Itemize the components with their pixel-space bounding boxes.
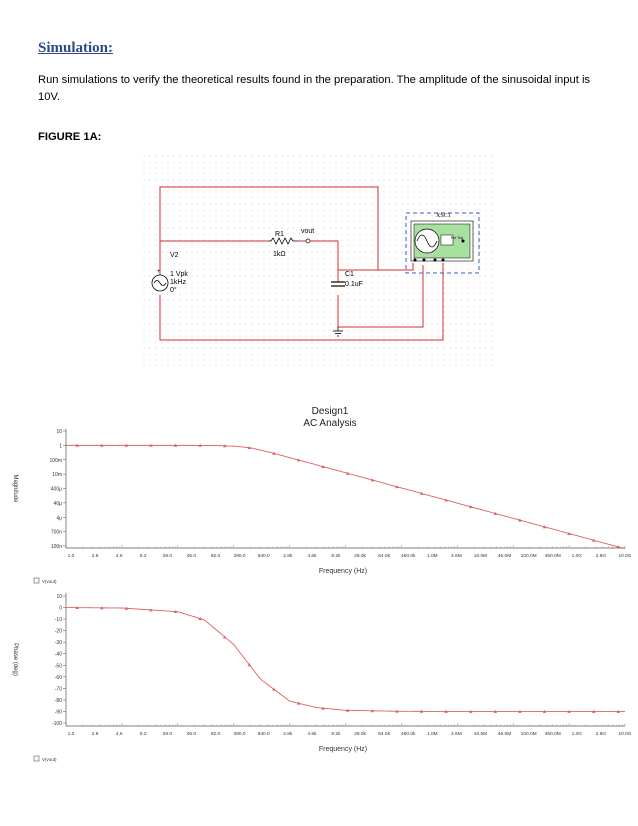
phase-x-tick-label: 46.0M <box>497 732 512 737</box>
magnitude-x-tick-label: 46.0M <box>497 554 512 559</box>
magnitude-trace <box>66 445 625 548</box>
phase-x-tick-label: 10.0G <box>618 732 632 737</box>
magnitude-y-tick-label: 100n <box>50 544 62 550</box>
plot-subtitle: AC Analysis <box>303 418 357 429</box>
instructions-paragraph: Run simulations to verify the theoretical results found in the preparation. The amplitude of the sinusoidal input is 10V. <box>38 74 591 103</box>
phase-y-tick-label: -20 <box>54 628 62 635</box>
magnitude-x-tick-label: 28.0k <box>354 554 366 559</box>
phase-x-tick-label: 460.0M <box>544 732 561 737</box>
magnitude-x-tick-label: 2.8G <box>595 554 607 559</box>
magnitude-x-tick-label: 460.0M <box>544 554 561 559</box>
resistor-value: 1kΩ <box>273 251 286 258</box>
phase-x-tick-label: 10.0M <box>473 732 488 737</box>
phase-x-tick-label: 8.2 <box>139 732 147 737</box>
magnitude-x-tick-label: 10.0M <box>473 554 488 559</box>
magnitude-xlabel: Frequency (Hz) <box>318 568 368 575</box>
svg-text:+: + <box>157 269 161 275</box>
vout-probe-symbol <box>306 239 310 243</box>
magnitude-legend-label: V(vout) <box>42 579 57 584</box>
ac-analysis-plot <box>0 400 638 780</box>
phase-x-tick-label: 2.8G <box>595 732 607 737</box>
circuit-schematic <box>143 155 493 367</box>
phase-x-tick-label: 64.0k <box>378 732 391 737</box>
magnitude-x-tick-label: 4.6k <box>307 554 317 559</box>
phase-x-tick-label: 4.6k <box>307 732 317 737</box>
scope-ext-trig: Ext Trig <box>451 236 463 240</box>
phase-y-tick-label: -40 <box>54 651 62 658</box>
magnitude-x-tick-label: 28.0 <box>162 554 173 559</box>
phase-x-tick-label: 4.6M <box>451 732 462 737</box>
phase-x-tick-label: 280.0 <box>233 732 246 737</box>
magnitude-y-tick-label: 4μ <box>56 515 62 522</box>
phase-x-tick-label: 82.0 <box>210 732 221 737</box>
phase-x-tick-label: 460.0k <box>401 732 416 737</box>
phase-y-tick-label: 0 <box>59 605 62 612</box>
phase-xlabel: Frequency (Hz) <box>318 746 368 753</box>
magnitude-x-tick-label: 1.0G <box>571 554 583 559</box>
phase-x-tick-label: 640.0 <box>257 732 270 737</box>
phase-y-tick-label: -90 <box>54 709 62 716</box>
capacitor-name: C1 <box>345 271 354 278</box>
magnitude-x-tick-label: 1.0M <box>426 554 438 559</box>
phase-y-tick-label: -50 <box>54 663 62 670</box>
magnitude-y-tick-label: 10m <box>52 472 62 479</box>
phase-y-tick-label: -100 <box>51 721 62 727</box>
magnitude-legend <box>34 578 57 584</box>
phase-y-tick-label: -70 <box>54 686 62 693</box>
phase-y-tick-label: -10 <box>54 617 62 624</box>
phase-trace <box>66 608 625 712</box>
magnitude-x-tick-label: 8.2k <box>331 554 341 559</box>
magnitude-x-tick-label: 100.0M <box>520 554 537 559</box>
plot-title: Design1 <box>311 406 349 417</box>
phase-legend-label: V(vout) <box>42 757 57 762</box>
phase-y-tick-label: -60 <box>54 674 62 681</box>
magnitude-x-tick-label: 4.6 <box>115 554 123 559</box>
source-phase: 0° <box>170 287 177 294</box>
phase-y-tick-label: -80 <box>54 697 62 704</box>
node-label: vout <box>301 228 315 235</box>
phase-y-tick-label: -30 <box>54 640 62 647</box>
magnitude-y-tick-label: 10 <box>56 429 62 435</box>
magnitude-x-tick-label: 460.0k <box>401 554 416 559</box>
scope-terminal-b <box>434 259 437 262</box>
magnitude-x-tick-label: 1.0 <box>67 554 75 559</box>
phase-x-tick-label: 8.2k <box>331 732 341 737</box>
source-frequency: 1kHz <box>170 279 186 286</box>
phase-y-tick-label: 10 <box>56 594 62 600</box>
phase-x-tick-label: 28.0 <box>162 732 173 737</box>
phase-x-tick-label: 2.8k <box>283 732 293 737</box>
resistor-name: R1 <box>275 231 284 238</box>
phase-x-tick-label: 4.6 <box>115 732 123 737</box>
scope-terminal-b-neg <box>442 259 445 262</box>
magnitude-y-tick-label: 400μ <box>50 486 62 493</box>
phase-legend <box>34 756 57 762</box>
magnitude-x-tick-label: 280.0 <box>233 554 246 559</box>
magnitude-y-tick-label: 40μ <box>53 500 62 507</box>
magnitude-x-tick-label: 4.6M <box>451 554 462 559</box>
source-amplitude: 1 Vpk <box>170 271 188 278</box>
magnitude-x-tick-label: 82.0 <box>210 554 221 559</box>
phase-x-tick-label: 46.0 <box>186 732 197 737</box>
figure-label: FIGURE 1A: <box>38 131 102 143</box>
magnitude-ylabel: Magnitude <box>12 474 18 503</box>
scope-name: XSC1 <box>436 213 451 219</box>
magnitude-x-tick-label: 46.0 <box>186 554 197 559</box>
scope-ext-terminal <box>462 240 465 243</box>
phase-x-tick-label: 1.0 <box>67 732 75 737</box>
phase-x-tick-label: 1.0M <box>426 732 438 737</box>
phase-x-tick-label: 1.0G <box>571 732 583 737</box>
section-heading: Simulation: <box>38 40 114 56</box>
phase-x-tick-label: 100.0M <box>520 732 537 737</box>
magnitude-x-tick-label: 2.8k <box>283 554 293 559</box>
phase-ylabel: Phase (deg) <box>12 643 18 676</box>
source-name: V2 <box>170 252 179 259</box>
magnitude-y-tick-label: 100m <box>49 457 62 464</box>
magnitude-x-tick-label: 640.0 <box>257 554 270 559</box>
magnitude-x-tick-label: 64.0k <box>378 554 391 559</box>
scope-terminal-a <box>414 259 417 262</box>
phase-x-tick-label: 28.0k <box>354 732 366 737</box>
magnitude-x-tick-label: 2.8 <box>91 554 99 559</box>
magnitude-x-tick-label: 8.2 <box>139 554 147 559</box>
magnitude-x-tick-label: 10.0G <box>618 554 632 559</box>
capacitor-value: 0.1uF <box>345 281 363 288</box>
magnitude-y-tick-label: 1 <box>59 443 62 450</box>
phase-x-tick-label: 2.8 <box>91 732 99 737</box>
magnitude-y-tick-label: 700n <box>50 529 62 536</box>
scope-terminal-a-neg <box>423 259 426 262</box>
